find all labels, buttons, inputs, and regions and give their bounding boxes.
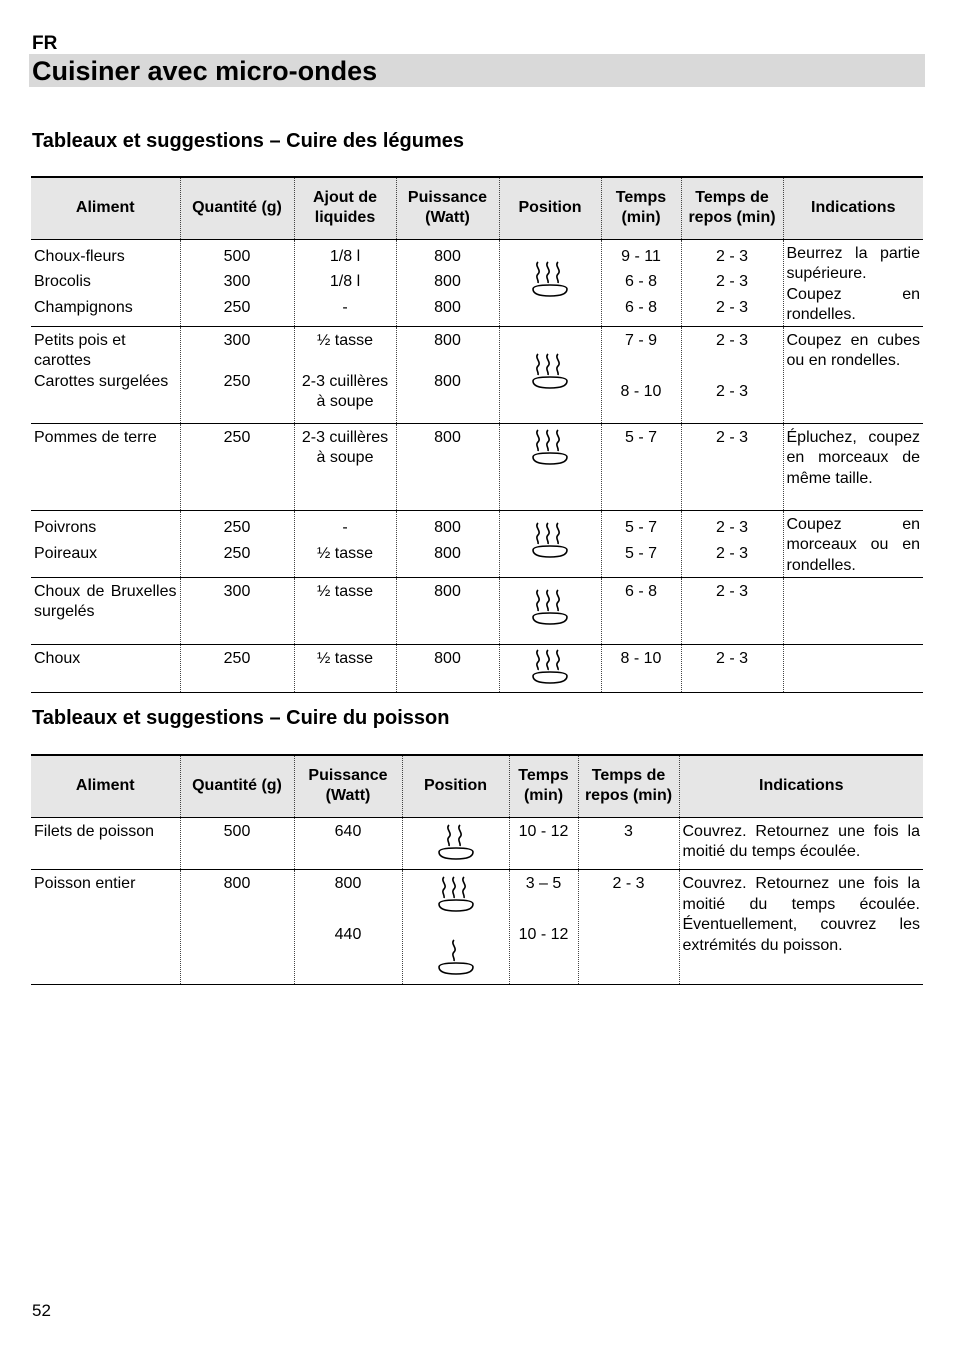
power-cell <box>294 870 402 985</box>
power-cell <box>396 423 499 510</box>
time-value: 5 - 7 <box>624 428 657 446</box>
rest-cell <box>681 510 783 577</box>
rest-value: 2 - 3 <box>715 544 748 562</box>
quantity-value: 250 <box>223 372 251 390</box>
note-text: Couvrez. Retournez une fois la moitié du temps écoulée. Éventuellement, couvrez les extrémités du poisson. <box>682 875 920 954</box>
food-cell <box>31 817 180 870</box>
position-cell <box>499 644 601 693</box>
power-cell <box>294 817 402 870</box>
notes-cell <box>679 817 923 870</box>
table-row <box>31 510 923 577</box>
rest-value: 3 <box>624 822 633 840</box>
note-text: Coupez en cubes ou en rondelles. <box>786 331 920 369</box>
time-value: 5 - 7 <box>624 544 657 562</box>
quantity-value: 300 <box>223 582 251 600</box>
vegetables-table <box>31 176 923 693</box>
header-repos: Temps de repos (min) <box>681 177 783 239</box>
food-name: Poireaux <box>34 544 98 562</box>
position-cell <box>499 326 601 423</box>
rest-cell <box>681 577 783 644</box>
steam-3-icon <box>435 873 477 915</box>
power-value: 800 <box>434 273 461 290</box>
header-aliment: Aliment <box>31 755 180 817</box>
food-name: Pommes de terre <box>34 428 157 446</box>
quantity-value: 250 <box>223 544 251 562</box>
quantity-cell <box>180 817 294 870</box>
liquid-value: 2-3 cuillères à soupe <box>301 428 389 466</box>
notes-cell <box>679 870 923 985</box>
note-text: Coupez en morceaux ou en rondelles. <box>786 515 920 574</box>
steam-3-icon <box>529 426 571 468</box>
liquid-cell <box>294 326 396 423</box>
food-cell <box>31 644 180 693</box>
liquid-value: 1/8 l <box>329 273 361 290</box>
liquid-cell <box>294 423 396 510</box>
power-value: 800 <box>434 582 461 600</box>
quantity-value: 800 <box>223 875 251 892</box>
food-name: Choux-fleurs <box>34 247 125 265</box>
food-cell <box>31 423 180 510</box>
rest-value: 2 - 3 <box>715 649 748 667</box>
notes-cell <box>783 326 923 423</box>
liquid-cell <box>294 510 396 577</box>
liquid-value: 1/8 l <box>329 247 361 265</box>
table-row <box>31 644 923 693</box>
time-value: 5 - 7 <box>624 518 657 536</box>
power-value: 640 <box>334 822 362 840</box>
food-name: Carottes surgelées <box>34 372 169 390</box>
rest-value: 2 - 3 <box>715 518 748 536</box>
time-value: 8 - 10 <box>620 382 662 400</box>
fish-table <box>31 754 923 985</box>
time-value: 10 - 12 <box>518 822 569 840</box>
header-temps: Temps (min) <box>509 755 578 817</box>
time-value: 7 - 9 <box>624 331 657 349</box>
liquid-value: ½ tasse <box>316 649 374 667</box>
quantity-cell <box>180 870 294 985</box>
liquid-value: - <box>342 518 348 536</box>
steam-1-icon <box>435 936 477 978</box>
position-cell <box>499 423 601 510</box>
rest-value: 2 - 3 <box>715 582 748 600</box>
time-value: 6 - 8 <box>624 582 657 600</box>
fish-section-title: Tableaux et suggestions – Cuire du poisson <box>32 707 450 729</box>
table-row <box>31 577 923 644</box>
liquid-value: - <box>342 298 348 316</box>
time-cell <box>509 817 578 870</box>
quantity-value: 300 <box>223 273 251 290</box>
header-indications: Indications <box>783 177 923 239</box>
rest-value: 2 - 3 <box>715 273 748 290</box>
table-row <box>31 239 923 326</box>
liquid-value: 2-3 cuillères à soupe <box>301 372 389 410</box>
rest-value: 2 - 3 <box>715 247 748 265</box>
power-value: 800 <box>434 372 461 390</box>
power-cell <box>396 577 499 644</box>
quantity-value: 250 <box>223 518 251 536</box>
power-value: 800 <box>434 649 461 667</box>
quantity-cell <box>180 644 294 693</box>
table-row <box>31 870 923 985</box>
food-name: Champignons <box>34 298 133 316</box>
position-cell <box>402 817 509 870</box>
time-cell <box>509 870 578 985</box>
time-cell <box>601 423 681 510</box>
food-name: Petits pois et carottes <box>34 331 126 369</box>
power-value: 800 <box>434 331 461 349</box>
fish-header-row <box>31 755 923 817</box>
table-row <box>31 326 923 423</box>
time-cell <box>601 644 681 693</box>
time-cell <box>601 326 681 423</box>
rest-cell <box>578 870 679 985</box>
time-cell <box>601 577 681 644</box>
time-value: 3 – 5 <box>525 875 562 892</box>
liquid-value: ½ tasse <box>316 331 374 349</box>
food-cell <box>31 510 180 577</box>
notes-cell <box>783 644 923 693</box>
time-value: 8 - 10 <box>620 649 662 667</box>
note-text: Coupez en rondelles. <box>786 285 920 323</box>
food-name: Filets de poisson <box>34 822 155 840</box>
header-puissance: Puissance (Watt) <box>396 177 499 239</box>
header-temps: Temps (min) <box>601 177 681 239</box>
vegetables-section-title: Tableaux et suggestions – Cuire des légumes <box>32 130 464 152</box>
header-position: Position <box>402 755 509 817</box>
steam-3-icon <box>529 646 571 686</box>
header-quantite: Quantité (g) <box>180 177 294 239</box>
rest-cell <box>681 326 783 423</box>
header-quantite: Quantité (g) <box>180 755 294 817</box>
power-value: 800 <box>434 247 461 265</box>
food-name: Choux <box>34 649 81 667</box>
power-value: 440 <box>334 926 362 943</box>
power-value: 800 <box>434 544 461 562</box>
quantity-value: 250 <box>223 649 251 667</box>
liquid-cell <box>294 239 396 326</box>
header-position: Position <box>499 177 601 239</box>
steam-3-icon <box>529 348 571 394</box>
quantity-value: 300 <box>223 331 251 349</box>
table-row <box>31 817 923 870</box>
power-value: 800 <box>334 875 362 892</box>
food-cell <box>31 326 180 423</box>
notes-cell <box>783 239 923 326</box>
notes-cell <box>783 423 923 510</box>
power-cell <box>396 239 499 326</box>
time-value: 6 - 8 <box>624 273 657 290</box>
rest-cell <box>681 423 783 510</box>
power-cell <box>396 644 499 693</box>
rest-cell <box>681 239 783 326</box>
food-cell <box>31 870 180 985</box>
notes-cell <box>783 510 923 577</box>
liquid-cell <box>294 577 396 644</box>
page-number: 52 <box>32 1301 51 1320</box>
rest-value: 2 - 3 <box>715 382 748 400</box>
food-cell <box>31 239 180 326</box>
table-row <box>31 423 923 510</box>
quantity-value: 250 <box>223 298 251 316</box>
position-cell <box>402 870 509 985</box>
header-repos: Temps de repos (min) <box>578 755 679 817</box>
steam-3-icon <box>529 586 571 628</box>
quantity-cell <box>180 326 294 423</box>
note-text: Beurrez la partie supérieure. <box>786 244 920 282</box>
page-title: Cuisiner avec micro-ondes <box>32 56 378 86</box>
time-value: 9 - 11 <box>621 247 661 265</box>
header-puissance: Puissance (Watt) <box>294 755 402 817</box>
quantity-cell <box>180 239 294 326</box>
food-name: Choux de Bruxelles surgelés <box>34 582 177 620</box>
rest-value: 2 - 3 <box>715 428 748 446</box>
power-cell <box>396 510 499 577</box>
quantity-value: 250 <box>223 428 251 446</box>
time-value: 6 - 8 <box>624 298 657 316</box>
note-text: Épluchez, coupez en morceaux de même taille. <box>786 428 920 487</box>
position-cell <box>499 239 601 326</box>
quantity-cell <box>180 423 294 510</box>
rest-cell <box>681 644 783 693</box>
quantity-value: 500 <box>223 822 251 840</box>
time-value: 10 - 12 <box>518 926 569 943</box>
steam-3-icon <box>529 256 571 302</box>
header-aliment: Aliment <box>31 177 180 239</box>
vegetables-header-row <box>31 177 923 239</box>
food-name: Brocolis <box>34 273 91 290</box>
food-cell <box>31 577 180 644</box>
liquid-value: ½ tasse <box>316 582 374 600</box>
quantity-cell <box>180 510 294 577</box>
quantity-cell <box>180 577 294 644</box>
power-value: 800 <box>434 518 461 536</box>
steam-3-icon <box>529 519 571 561</box>
time-cell <box>601 239 681 326</box>
header-indications: Indications <box>679 755 923 817</box>
steam-2-icon <box>435 821 477 863</box>
food-name: Poisson entier <box>34 875 136 892</box>
position-cell <box>499 510 601 577</box>
liquid-value: ½ tasse <box>316 544 374 562</box>
power-value: 800 <box>434 428 461 446</box>
page-title-bar <box>29 54 925 87</box>
rest-cell <box>578 817 679 870</box>
time-cell <box>601 510 681 577</box>
header-liquides: Ajout de liquides <box>294 177 396 239</box>
note-text: Couvrez. Retournez une fois la moitié du temps écoulée. <box>682 822 920 860</box>
position-cell <box>499 577 601 644</box>
rest-value: 2 - 3 <box>715 298 748 316</box>
notes-cell <box>783 577 923 644</box>
power-cell <box>396 326 499 423</box>
rest-value: 2 - 3 <box>612 875 645 892</box>
language-label: FR <box>32 33 58 54</box>
power-value: 800 <box>434 298 461 316</box>
food-name: Poivrons <box>34 518 97 536</box>
quantity-value: 500 <box>223 247 251 265</box>
liquid-cell <box>294 644 396 693</box>
rest-value: 2 - 3 <box>715 331 748 349</box>
